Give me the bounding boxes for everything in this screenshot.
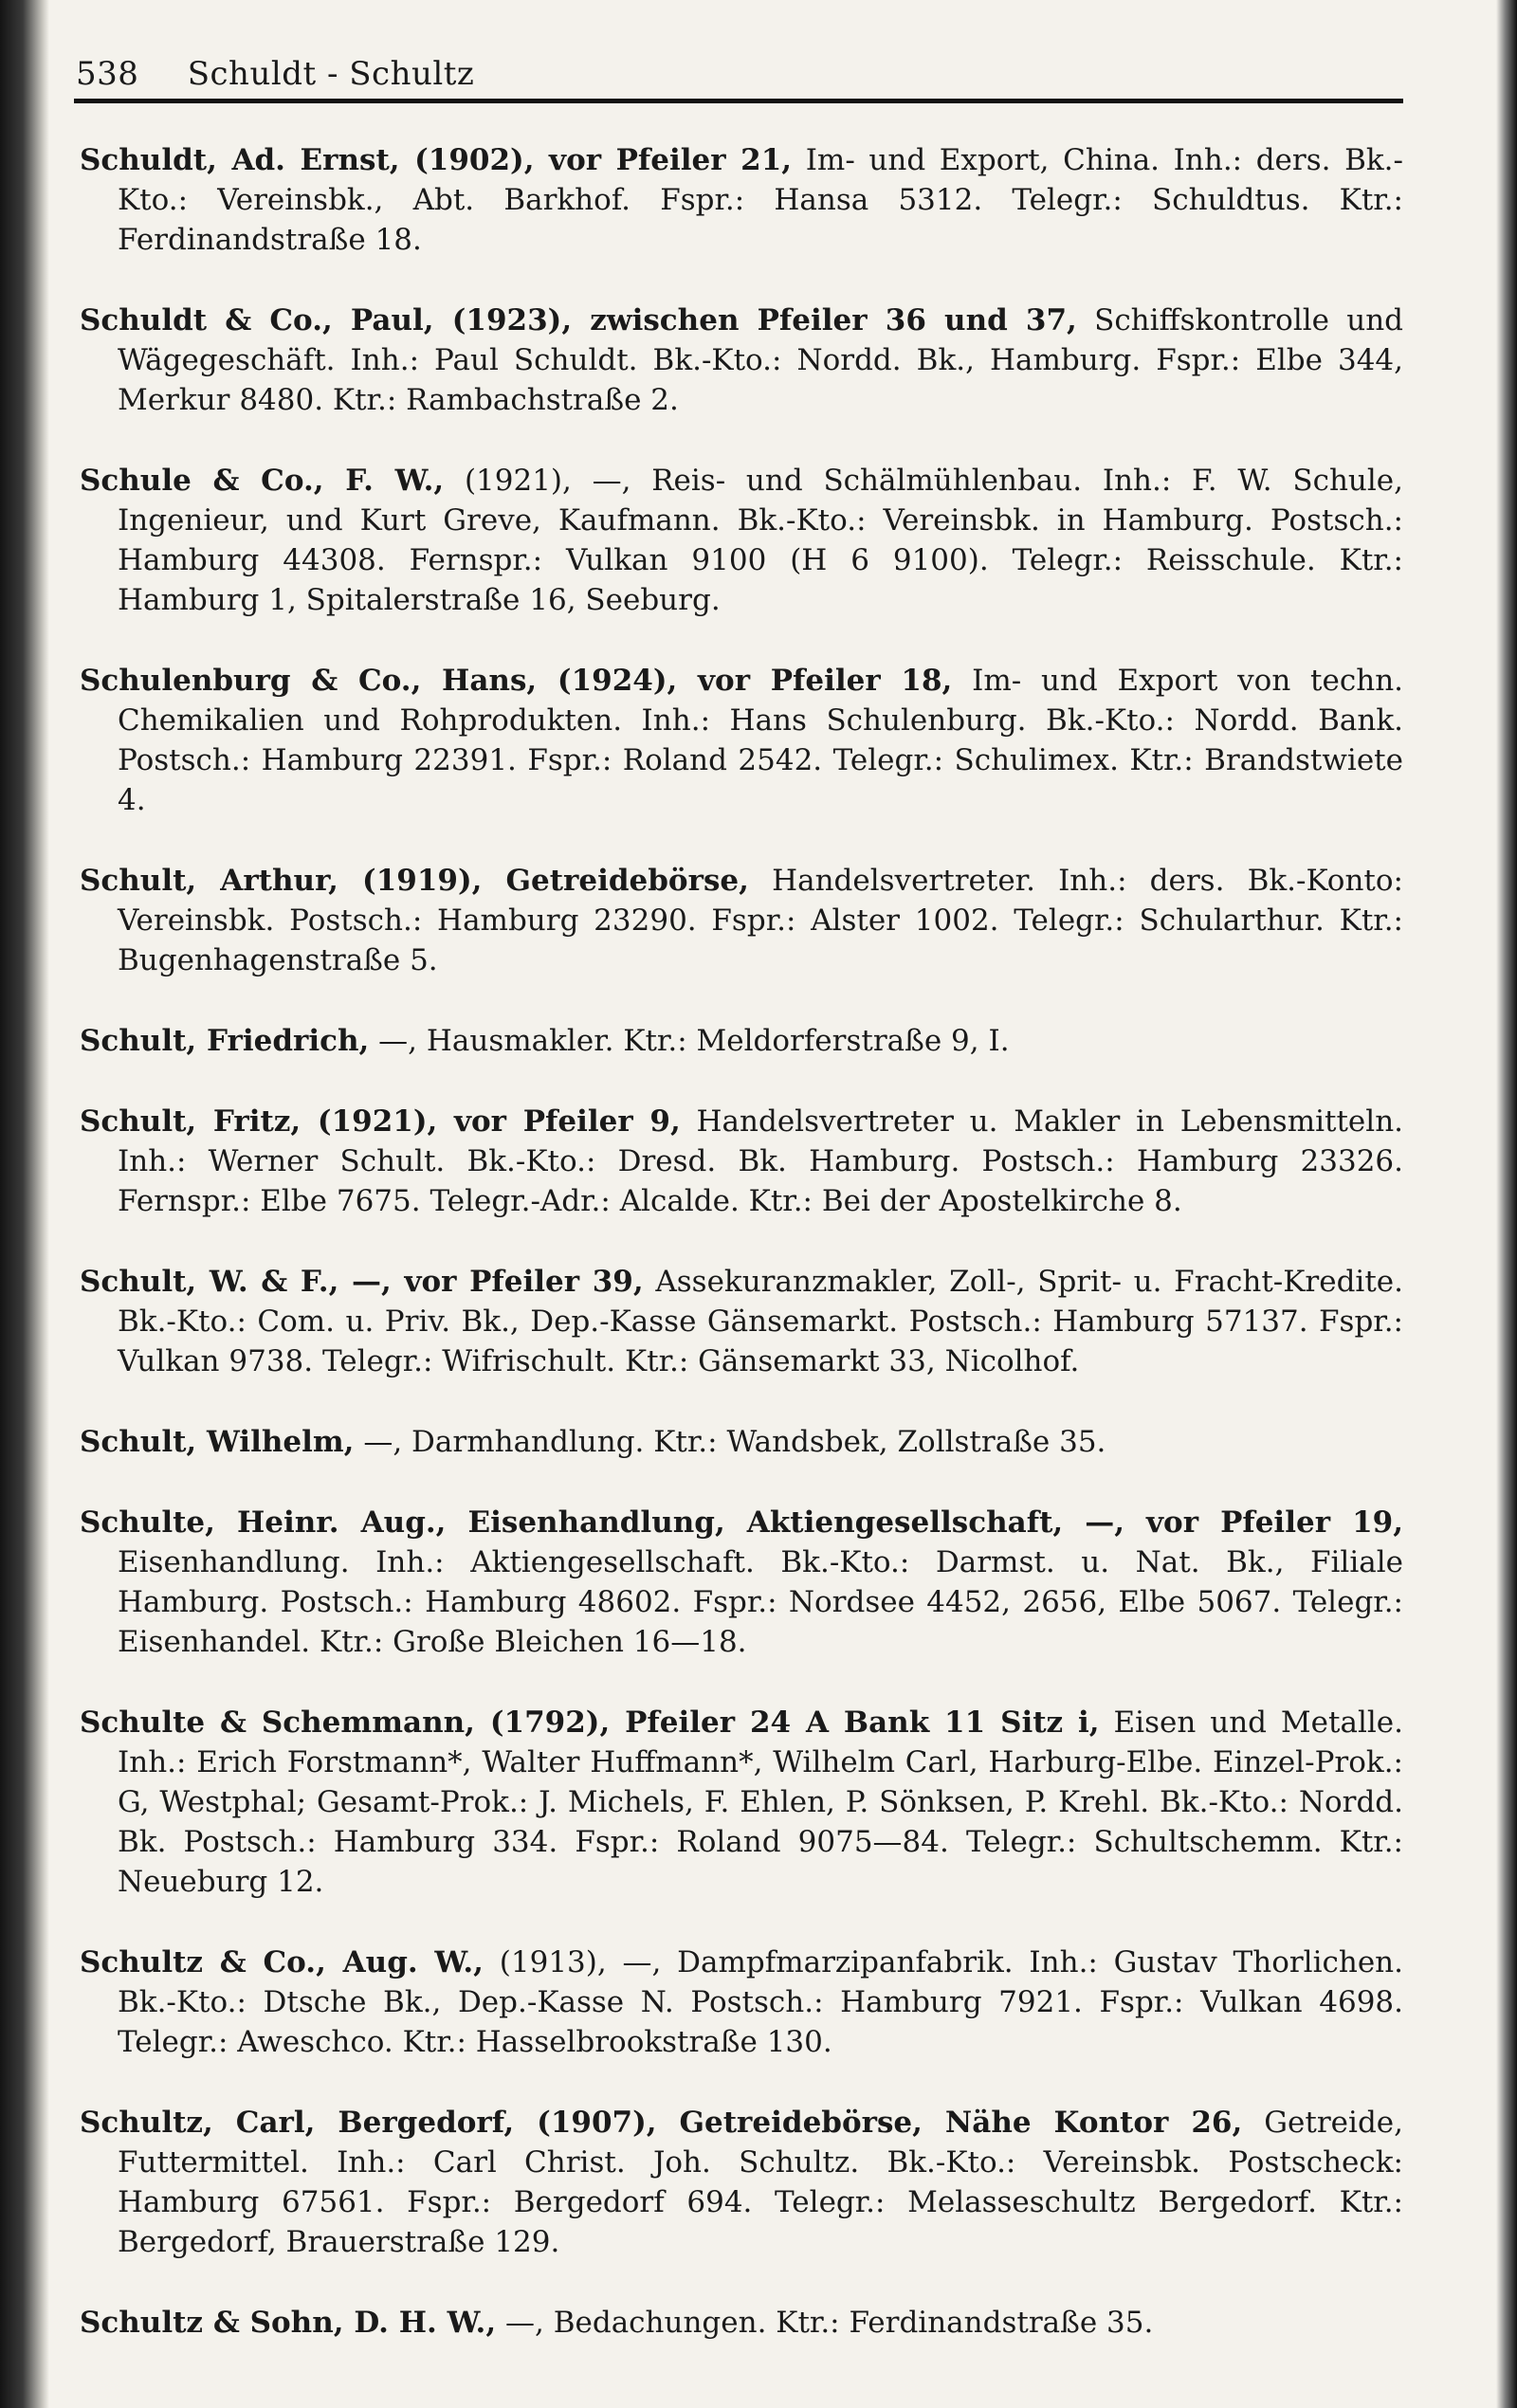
- entry-text: (1921), —, Reis- und Schälmühlenbau. Inh.: F. W. Schule, Ingenieur, und Kurt Greve, Kaufmann. Bk.-Kto.: Vereinsbk. in Hamburg. Postsch.: Hamburg 44308. Fernspr.: Vulkan 9100 (H 6 9100). Telegr.: Reisschule. Ktr.: Hamburg 1, Spitalerstraße 16, Seeburg.: [118, 464, 1404, 617]
- directory-entry: [80, 140, 1403, 260]
- entry-name: Schulenburg & Co., Hans, (1924), vor Pfeiler 18,: [80, 664, 953, 698]
- entry-name: Schultz & Co., Aug. W.,: [80, 1945, 484, 1979]
- page-shadow-right: [1496, 0, 1517, 2408]
- directory-entry: [80, 861, 1403, 980]
- page-header: [76, 55, 1403, 93]
- entry-name: Schulte, Heinr. Aug., Eisenhandlung, Aktiengesellschaft, —, vor Pfeiler 19,: [80, 1505, 1403, 1540]
- entry-name: Schult, Fritz, (1921), vor Pfeiler 9,: [80, 1104, 681, 1139]
- directory-entry: [80, 1102, 1403, 1221]
- entry-text: Eisen und Metalle. Inh.: Erich Forstmann*, Walter Huffmann*, Wilhelm Carl, Harburg-Elbe. Einzel-Prok.: G, Westphal; Gesamt-Prok.: J. Michels, F. Ehlen, P. Sönksen, P. Krehl. Bk.-Kto.: Nordd. Bk. Postsch.: Hamburg 334. Fspr.: Roland 9075—84. Telegr.: Schultschemm. Ktr.: Neueburg 12.: [118, 1706, 1403, 1899]
- entry-name: Schule & Co., F. W.,: [80, 464, 445, 498]
- page-shadow-left: [0, 0, 49, 2408]
- entry-name: Schult, Wilhelm,: [80, 1425, 355, 1459]
- directory-entry: [80, 1021, 1403, 1061]
- entry-text: Eisenhandlung. Inh.: Aktiengesellschaft. Bk.-Kto.: Darmst. u. Nat. Bk., Filiale Hamburg. Postsch.: Hamburg 48602. Fspr.: Nordsee 4452, 2656, Elbe 5067. Telegr.: Eisenhandel. Ktr.: Große Bleichen 16—18.: [118, 1545, 1403, 1659]
- entry-list: [80, 140, 1403, 2383]
- entry-name: Schult, Friedrich,: [80, 1024, 370, 1058]
- entry-text: Im- und Export, China. Inh.: ders. Bk.-Kto.: Vereinsbk., Abt. Barkhof. Fspr.: Hansa 5312. Telegr.: Schuldtus. Ktr.: Ferdinandstraße 18.: [118, 143, 1403, 257]
- directory-entry: [80, 461, 1403, 620]
- directory-entry: [80, 661, 1403, 820]
- directory-entry: [80, 1703, 1403, 1902]
- entry-text: Handelsvertreter u. Makler in Lebensmitteln. Inh.: Werner Schult. Bk.-Kto.: Dresd. Bk. Hamburg. Postsch.: Hamburg 23326. Fernspr.: Elbe 7675. Telegr.-Adr.: Alcalde. Ktr.: Bei der Apostelkirche 8.: [118, 1104, 1404, 1218]
- entry-name: Schult, Arthur, (1919), Getreidebörse,: [80, 864, 749, 898]
- directory-entry: [80, 2303, 1403, 2343]
- entry-name: Schultz & Sohn, D. H. W.,: [80, 2306, 497, 2340]
- directory-entry: [80, 301, 1403, 420]
- entry-name: Schuldt & Co., Paul, (1923), zwischen Pfeiler 36 und 37,: [80, 303, 1077, 337]
- header-rule: [74, 99, 1403, 103]
- page-title: Schuldt - Schultz: [187, 55, 475, 93]
- directory-entry: [80, 1262, 1403, 1381]
- entry-text: Handelsvertreter. Inh.: ders. Bk.-Konto: Vereinsbk. Postsch.: Hamburg 23290. Fspr.: Alster 1002. Telegr.: Schularthur. Ktr.: Bugenhagenstraße 5.: [118, 864, 1403, 977]
- entry-name: Schulte & Schemmann, (1792), Pfeiler 24 A Bank 11 Sitz i,: [80, 1706, 1100, 1740]
- entry-text: —, Bedachungen. Ktr.: Ferdinandstraße 35.: [505, 2306, 1154, 2340]
- directory-entry: [80, 1503, 1403, 1662]
- entry-text: Assekuranzmakler, Zoll-, Sprit- u. Fracht-Kredite. Bk.-Kto.: Com. u. Priv. Bk., Dep.-Kasse Gänsemarkt. Postsch.: Hamburg 57137. Fspr.: Vulkan 9738. Telegr.: Wifrischult. Ktr.: Gänsemarkt 33, Nicolhof.: [118, 1265, 1403, 1378]
- entry-text: Schiffskontrolle und Wägegeschäft. Inh.: Paul Schuldt. Bk.-Kto.: Nordd. Bk., Hamburg. Fspr.: Elbe 344, Merkur 8480. Ktr.: Rambachstraße 2.: [118, 303, 1403, 417]
- entry-text: —, Darmhandlung. Ktr.: Wandsbek, Zollstraße 35.: [363, 1425, 1106, 1459]
- entry-text: (1913), —, Dampfmarzipanfabrik. Inh.: Gustav Thorlichen. Bk.-Kto.: Dtsche Bk., Dep.-Kasse N. Postsch.: Hamburg 7921. Fspr.: Vulkan 4698. Telegr.: Aweschco. Ktr.: Hasselbrookstraße 130.: [118, 1945, 1404, 2059]
- entry-name: Schuldt, Ad. Ernst, (1902), vor Pfeiler 21,: [80, 143, 793, 177]
- directory-entry: [80, 2103, 1403, 2262]
- directory-entry: [80, 1943, 1403, 2062]
- page-number: 538: [76, 55, 139, 93]
- entry-text: Getreide, Futtermittel. Inh.: Carl Christ. Joh. Schultz. Bk.-Kto.: Vereinsbk. Postscheck: Hamburg 67561. Fspr.: Bergedorf 694. Telegr.: Melasseschultz Bergedorf. Ktr.: Bergedorf, Brauerstraße 129.: [118, 2106, 1403, 2259]
- directory-entry: [80, 1422, 1403, 1462]
- entry-name: Schult, W. & F., —, vor Pfeiler 39,: [80, 1265, 644, 1299]
- entry-text: Im- und Export von techn. Chemikalien und Rohprodukten. Inh.: Hans Schulenburg. Bk.-Kto.: Nordd. Bank. Postsch.: Hamburg 22391. Fspr.: Roland 2542. Telegr.: Schulimex. Ktr.: Brandstwiete 4.: [118, 664, 1404, 817]
- entry-text: —, Hausmakler. Ktr.: Meldorferstraße 9, I.: [378, 1024, 1010, 1058]
- entry-name: Schultz, Carl, Bergedorf, (1907), Getreidebörse, Nähe Kontor 26,: [80, 2106, 1243, 2140]
